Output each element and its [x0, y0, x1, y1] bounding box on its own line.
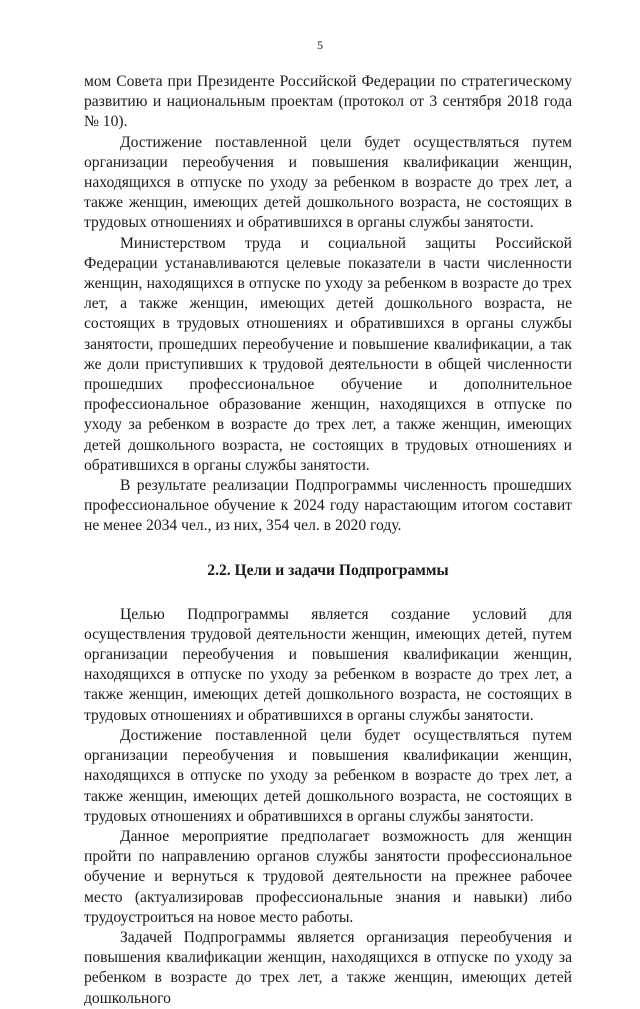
paragraph-goal-achievement: Достижение поставленной цели будет осуществляться путем организации переобучения и повышения квалификации женщин, находящихся в отпуске по уходу за ребенком в возрасте до трех лет, а также женщин, имеющих детей дошкольного возраста, не состоящих в трудовых отношениях и обратившихся в органы службы занятости. [84, 133, 572, 232]
page-number: 5 [317, 38, 323, 52]
paragraph-purpose: Целью Подпрограммы является создание условий для осуществления трудовой деятельности женщин, имеющих детей, путем организации переобучения и повышения квалификации женщин, находящихся в отпуске по уходу за ребенком в возрасте до трех лет, а также женщин, имеющих детей дошкольного возраста, не состоящих в трудовых отношениях и обратившихся в органы службы занятости. [84, 605, 572, 724]
paragraph-ministry-targets: Министерством труда и социальной защиты Российской Федерации устанавливаются целевые показатели в части численности женщин, находящихся в отпуске по уходу за ребенком в возрасте до трех лет, а также женщин, имеющих детей дошкольного возраста, не состоящих в трудовых отношениях и обратившихся в органы службы занятости, прошедших переобучение и повышение квалификации, а так же доли приступивших к трудовой деятельности в общей численности прошедших профессиональное обучение и дополнительное профессиональное образование женщин, находящихся в отпуске по уходу за ребенком в возрасте до трех лет, а также женщин, имеющих детей дошкольного возраста, не состоящих в трудовых отношениях и обратившихся в органы службы занятости. [84, 234, 572, 474]
paragraph-task: Задачей Подпрограммы является организация переобучения и повышения квалификации женщин, находящихся в отпуске по уходу за ребенком в возрасте до трех лет, а также женщин, имеющих детей дошкольного [84, 928, 572, 1007]
paragraph-results: В результате реализации Подпрограммы численность прошедших профессиональное обучение к 2024 году нарастающим итогом составит не менее 2034 чел., из них, 354 чел. в 2020 году. [84, 477, 572, 535]
document-body [84, 72, 572, 1009]
paragraph-continuation: мом Совета при Президенте Российской Федерации по стратегическому развитию и национальным проектам (протокол от 3 сентября 2018 года № 10). [84, 73, 572, 131]
section-heading: 2.2. Цели и задачи Подпрограммы [207, 561, 449, 579]
paragraph-measure: Данное мероприятие предполагает возможность для женщин пройти по направлению органов службы занятости профессиональное обучение и вернуться к трудовой деятельности на прежнее рабочее место (актуализировав профессиональные знания и навыки) либо трудоустроиться на новое место работы. [84, 827, 572, 926]
paragraph-goal-achievement-2: Достижение поставленной цели будет осуществляться путем организации переобучения и повышения квалификации женщин, находящихся в отпуске по уходу за ребенком в возрасте до трех лет, а также женщин, имеющих детей дошкольного возраста, не состоящих в трудовых отношениях и обратившихся в органы службы занятости. [84, 726, 572, 825]
